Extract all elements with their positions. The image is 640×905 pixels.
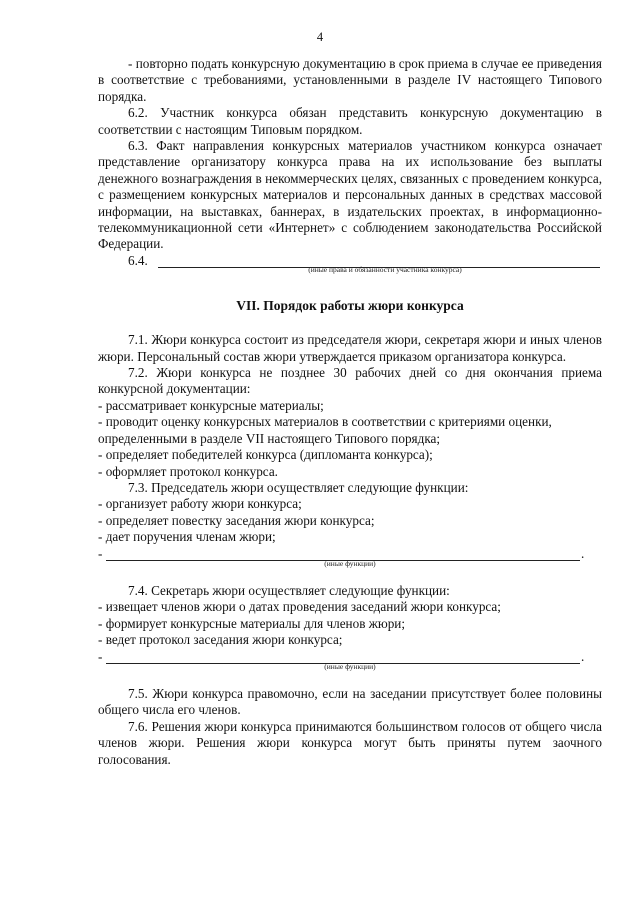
paragraph-group-jury-work	[98, 332, 602, 545]
paragraph: - формирует конкурсные материалы для членов жюри;	[98, 615, 406, 631]
fill-in-line-chair-functions	[98, 546, 602, 562]
paragraph: - извещает членов жюри о датах проведения заседаний жюри конкурса;	[98, 599, 501, 615]
fill-in-line-secretary-functions	[98, 649, 602, 665]
spacer	[98, 673, 602, 686]
blank-dash: -	[98, 545, 103, 561]
paragraph: - повторно подать конкурсную документацию в срок приема в случае ее приведения в соответствие с требованиями, установленными в разделе IV настоящего Типового порядка.	[98, 56, 602, 104]
fill-in-caption: (иные функции)	[324, 558, 376, 568]
spacer	[98, 570, 602, 583]
paragraph: 7.2. Жюри конкурса не позднее 30 рабочих дней со дня окончания приема конкурсной документации:	[98, 365, 602, 397]
paragraph: - рассматривает конкурсные материалы;	[98, 397, 324, 413]
paragraph-group-secretary-functions	[98, 583, 602, 649]
blank-dash: -	[98, 648, 103, 664]
paragraph-group-jury-decisions	[98, 686, 602, 768]
paragraph: 7.4. Секретарь жюри осуществляет следующие функции:	[128, 582, 450, 598]
paragraph: 7.1. Жюри конкурса состоит из председателя жюри, секретаря жюри и иных членов жюри. Персональный состав жюри утверждается приказом организатора конкурса.	[98, 332, 602, 364]
paragraph: - проводит оценку конкурсных материалов в соответствии с критериями оценки, определенными в разделе VII настоящего Типового порядка;	[98, 414, 552, 446]
page-number: 4	[316, 30, 324, 44]
paragraph: - организует работу жюри конкурса;	[98, 496, 302, 512]
section-heading: VII. Порядок работы жюри конкурса	[236, 298, 464, 314]
paragraph: 7.6. Решения жюри конкурса принимаются большинством голосов от общего числа членов жюри. Решения жюри конкурса могут быть приняты путем заочного голосования.	[98, 718, 602, 767]
blank-underline	[158, 267, 600, 268]
paragraph: - ведет протокол заседания жюри конкурса;	[98, 632, 343, 648]
fill-in-caption: (иные права и обязанности участника конкурса)	[308, 265, 462, 275]
paragraph: - оформляет протокол конкурса.	[98, 463, 278, 479]
blank-underline	[106, 663, 580, 664]
paragraph: 6.3. Факт направления конкурсных материалов участником конкурса означает представление организатору конкурса права на их использование без выплаты денежного вознаграждения в некоммерческих целях, связанных с проведением конкурса, с размещением конкурсных материалов и персональных данных в средствах массовой информации, на выставках, баннерах, в издательских проектах, в информационно-телекоммуникационной сети «Интернет» с соблюдением законодательства Российской Федерации.	[98, 138, 602, 252]
paragraph: 7.3. Председатель жюри осуществляет следующие функции:	[128, 479, 469, 495]
blank-period: .	[581, 648, 585, 664]
paragraph: - дает поручения членам жюри;	[98, 529, 276, 545]
item-label-6-4: 6.4.	[128, 252, 148, 268]
paragraph: 7.5. Жюри конкурса правомочно, если на заседании присутствует более половины общего числа его членов.	[98, 685, 602, 718]
blank-underline	[106, 560, 580, 561]
paragraph: - определяет повестку заседания жюри конкурса;	[98, 512, 375, 528]
page-content	[98, 56, 602, 768]
paragraph: - определяет победителей конкурса (дипломанта конкурса);	[98, 447, 433, 463]
paragraph-group-participant-rights	[98, 56, 602, 253]
paragraph: 6.2. Участник конкурса обязан представить конкурсную документацию в соответствии с настоящим Типовым порядком.	[98, 105, 602, 137]
fill-in-caption: (иные функции)	[324, 661, 376, 671]
fill-in-line-6-4	[98, 253, 602, 269]
blank-period: .	[581, 545, 585, 561]
